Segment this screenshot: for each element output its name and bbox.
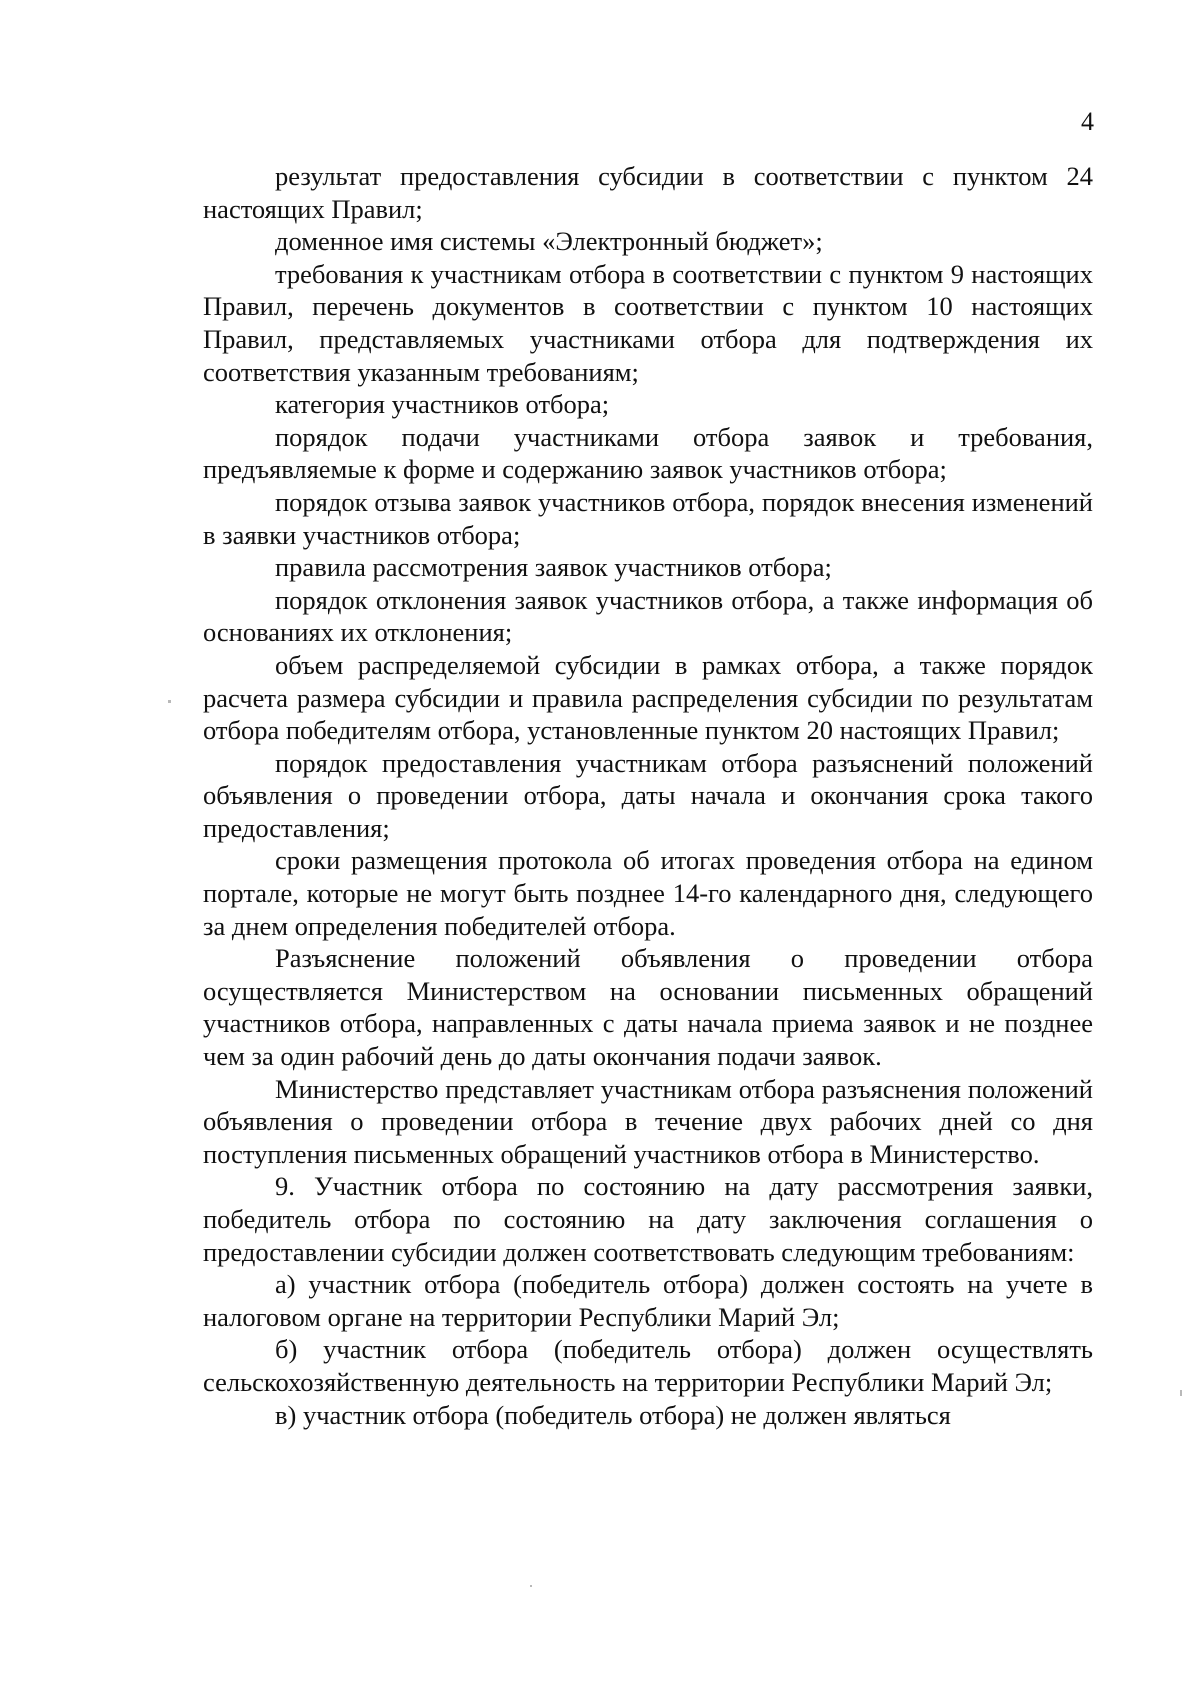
paragraph: результат предоставления субсидии в соответствии с пунктом 24 настоящих Правил; [203, 161, 1093, 224]
scan-speck [168, 700, 171, 703]
paragraph: в) участник отбора (победитель отбора) не должен являться [275, 1399, 951, 1430]
paragraph: порядок отклонения заявок участников отбора, а также информация об основаниях их отклонения; [203, 584, 1093, 648]
paragraph: сроки размещения протокола об итогах проведения отбора на едином портале, которые не могут быть позднее 14-го календарного дня, следующего за днем определения победителей отбора. [203, 845, 1093, 941]
paragraph: категория участников отбора; [275, 389, 610, 420]
scan-speck [530, 1585, 532, 1587]
paragraph: доменное имя системы «Электронный бюджет»; [275, 226, 823, 257]
paragraph: Разъяснение положений объявления о проведении отбора осуществляется Министерством на основании письменных обращений участников отбора, направленных с даты начала приема заявок и не позднее чем за один рабочий день до даты окончания подачи заявок. [203, 943, 1093, 1072]
paragraph: порядок подачи участниками отбора заявок и требования, предъявляемые к форме и содержанию заявок участников отбора; [203, 421, 1093, 485]
paragraph: требования к участникам отбора в соответствии с пунктом 9 настоящих Правил, перечень документов в соответствии с пунктом 10 настоящих Правил, представляемых участниками отбора для подтверждения их соответствия указанным требованиям; [203, 258, 1093, 387]
paragraph: Министерство представляет участникам отбора разъяснения положений объявления о проведении отбора в течение двух рабочих дней со дня поступления письменных обращений участников отбора в Министерство. [203, 1073, 1093, 1169]
scan-speck [1180, 1390, 1182, 1396]
paragraph: порядок отзыва заявок участников отбора, порядок внесения изменений в заявки участников отбора; [203, 486, 1093, 550]
document-body [203, 160, 1093, 1431]
paragraph: 9. Участник отбора по состоянию на дату рассмотрения заявки, победитель отбора по состоянию на дату заключения соглашения о предоставлении субсидии должен соответствовать следующим требованиям: [203, 1171, 1093, 1267]
page-number: 4 [1081, 107, 1094, 136]
paragraph: правила рассмотрения заявок участников отбора; [275, 552, 832, 583]
paragraph: а) участник отбора (победитель отбора) должен состоять на учете в налоговом органе на территории Республики Марий Эл; [203, 1269, 1093, 1332]
paragraph: порядок предоставления участникам отбора разъяснений положений объявления о проведении отбора, даты начала и окончания срока такого предоставления; [203, 747, 1093, 843]
paragraph: объем распределяемой субсидии в рамках отбора, а также порядок расчета размера субсидии и правила распределения субсидии по результатам отбора победителям отбора, установленные пунктом 20 настоящих Правил; [203, 649, 1093, 746]
paragraph: б) участник отбора (победитель отбора) должен осуществлять сельскохозяйственную деятельность на территории Республики Марий Эл; [203, 1334, 1093, 1397]
